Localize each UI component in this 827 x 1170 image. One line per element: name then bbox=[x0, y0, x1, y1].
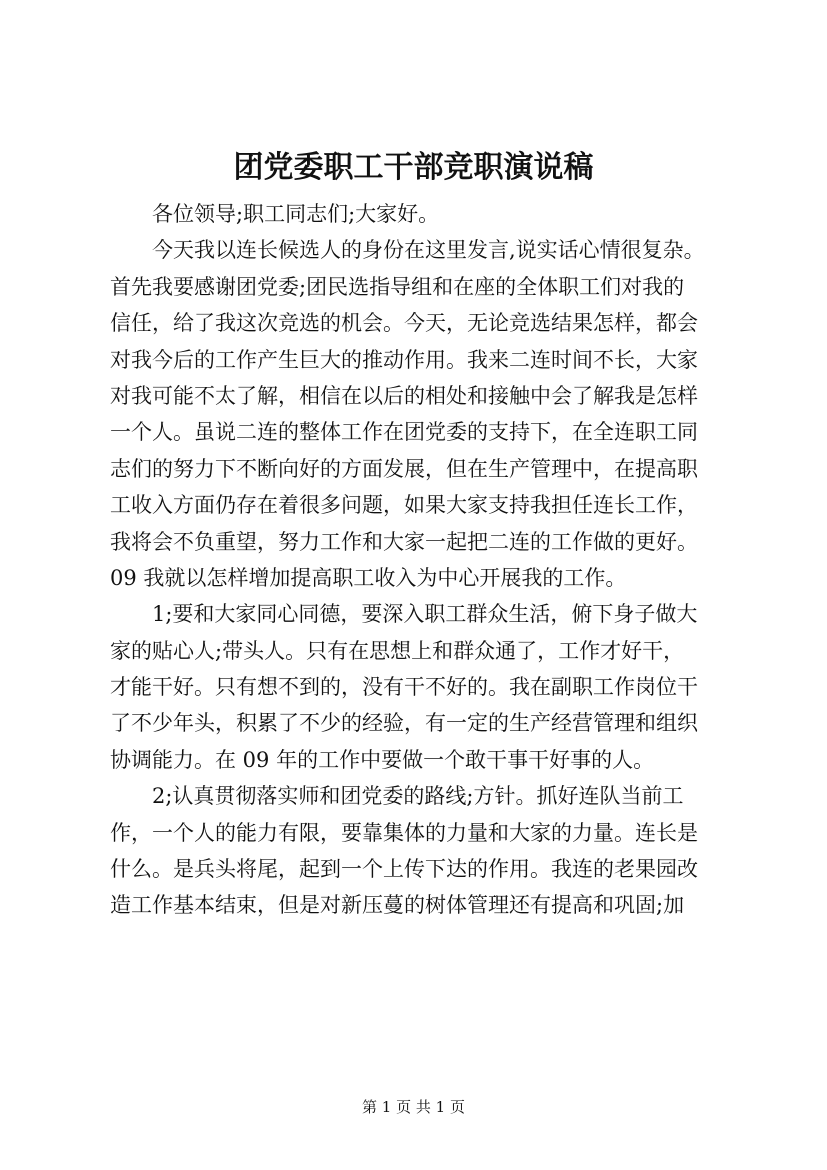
body-line: 09 我就以怎样增加提高职工收入为中心开展我的工作。 bbox=[110, 565, 627, 590]
body-line: 协调能力。在 09 年的工作中要做一个敢干事干好事的人。 bbox=[110, 747, 655, 772]
body-line: 造工作基本结束，但是对新压蔓的树体管理还有提高和巩固;加 bbox=[110, 893, 685, 918]
page-footer: 第 1 页 共 1 页 bbox=[362, 1098, 465, 1116]
body-line: 家的贴心人;带头人。只有在思想上和群众通了，工作才好干， bbox=[110, 638, 685, 663]
body-line: 2;认真贯彻落实师和团党委的路线;方针。抓好连队当前工 bbox=[152, 784, 684, 809]
body-line: 我将会不负重望，努力工作和大家一起把二连的工作做的更好。 bbox=[110, 529, 698, 554]
document-body bbox=[110, 196, 740, 924]
body-line: 一个人。虽说二连的整体工作在团党委的支持下，在全连职工同 bbox=[110, 420, 698, 445]
body-line: 对我可能不太了解，相信在以后的相处和接触中会了解我是怎样 bbox=[110, 383, 698, 408]
body-line: 工收入方面仍存在着很多问题，如果大家支持我担任连长工作， bbox=[110, 493, 698, 518]
body-line: 各位领导;职工同志们;大家好。 bbox=[152, 202, 440, 226]
body-line: 才能干好。只有想不到的，没有干不好的。我在副职工作岗位干 bbox=[110, 675, 698, 700]
document-title: 团党委职工干部竞职演说稿 bbox=[233, 150, 594, 185]
body-line: 今天我以连长候选人的身份在这里发言,说实话心情很复杂。 bbox=[152, 238, 705, 263]
body-line: 信任，给了我这次竞选的机会。今天，无论竞选结果怎样，都会 bbox=[110, 311, 698, 336]
body-line: 作，一个人的能力有限，要靠集体的力量和大家的力量。连长是 bbox=[110, 820, 698, 845]
body-line: 了不少年头，积累了不少的经验，有一定的生产经营管理和组织 bbox=[110, 711, 698, 736]
body-line: 什么。是兵头将尾，起到一个上传下达的作用。我连的老果园改 bbox=[110, 857, 698, 882]
body-line: 首先我要感谢团党委;团民选指导组和在座的全体职工们对我的 bbox=[110, 274, 685, 299]
body-line: 对我今后的工作产生巨大的推动作用。我来二连时间不长，大家 bbox=[110, 347, 698, 372]
body-line: 志们的努力下不断向好的方面发展，但在生产管理中，在提高职 bbox=[110, 456, 698, 481]
body-line: 1;要和大家同心同德，要深入职工群众生活，俯下身子做大 bbox=[152, 602, 698, 627]
